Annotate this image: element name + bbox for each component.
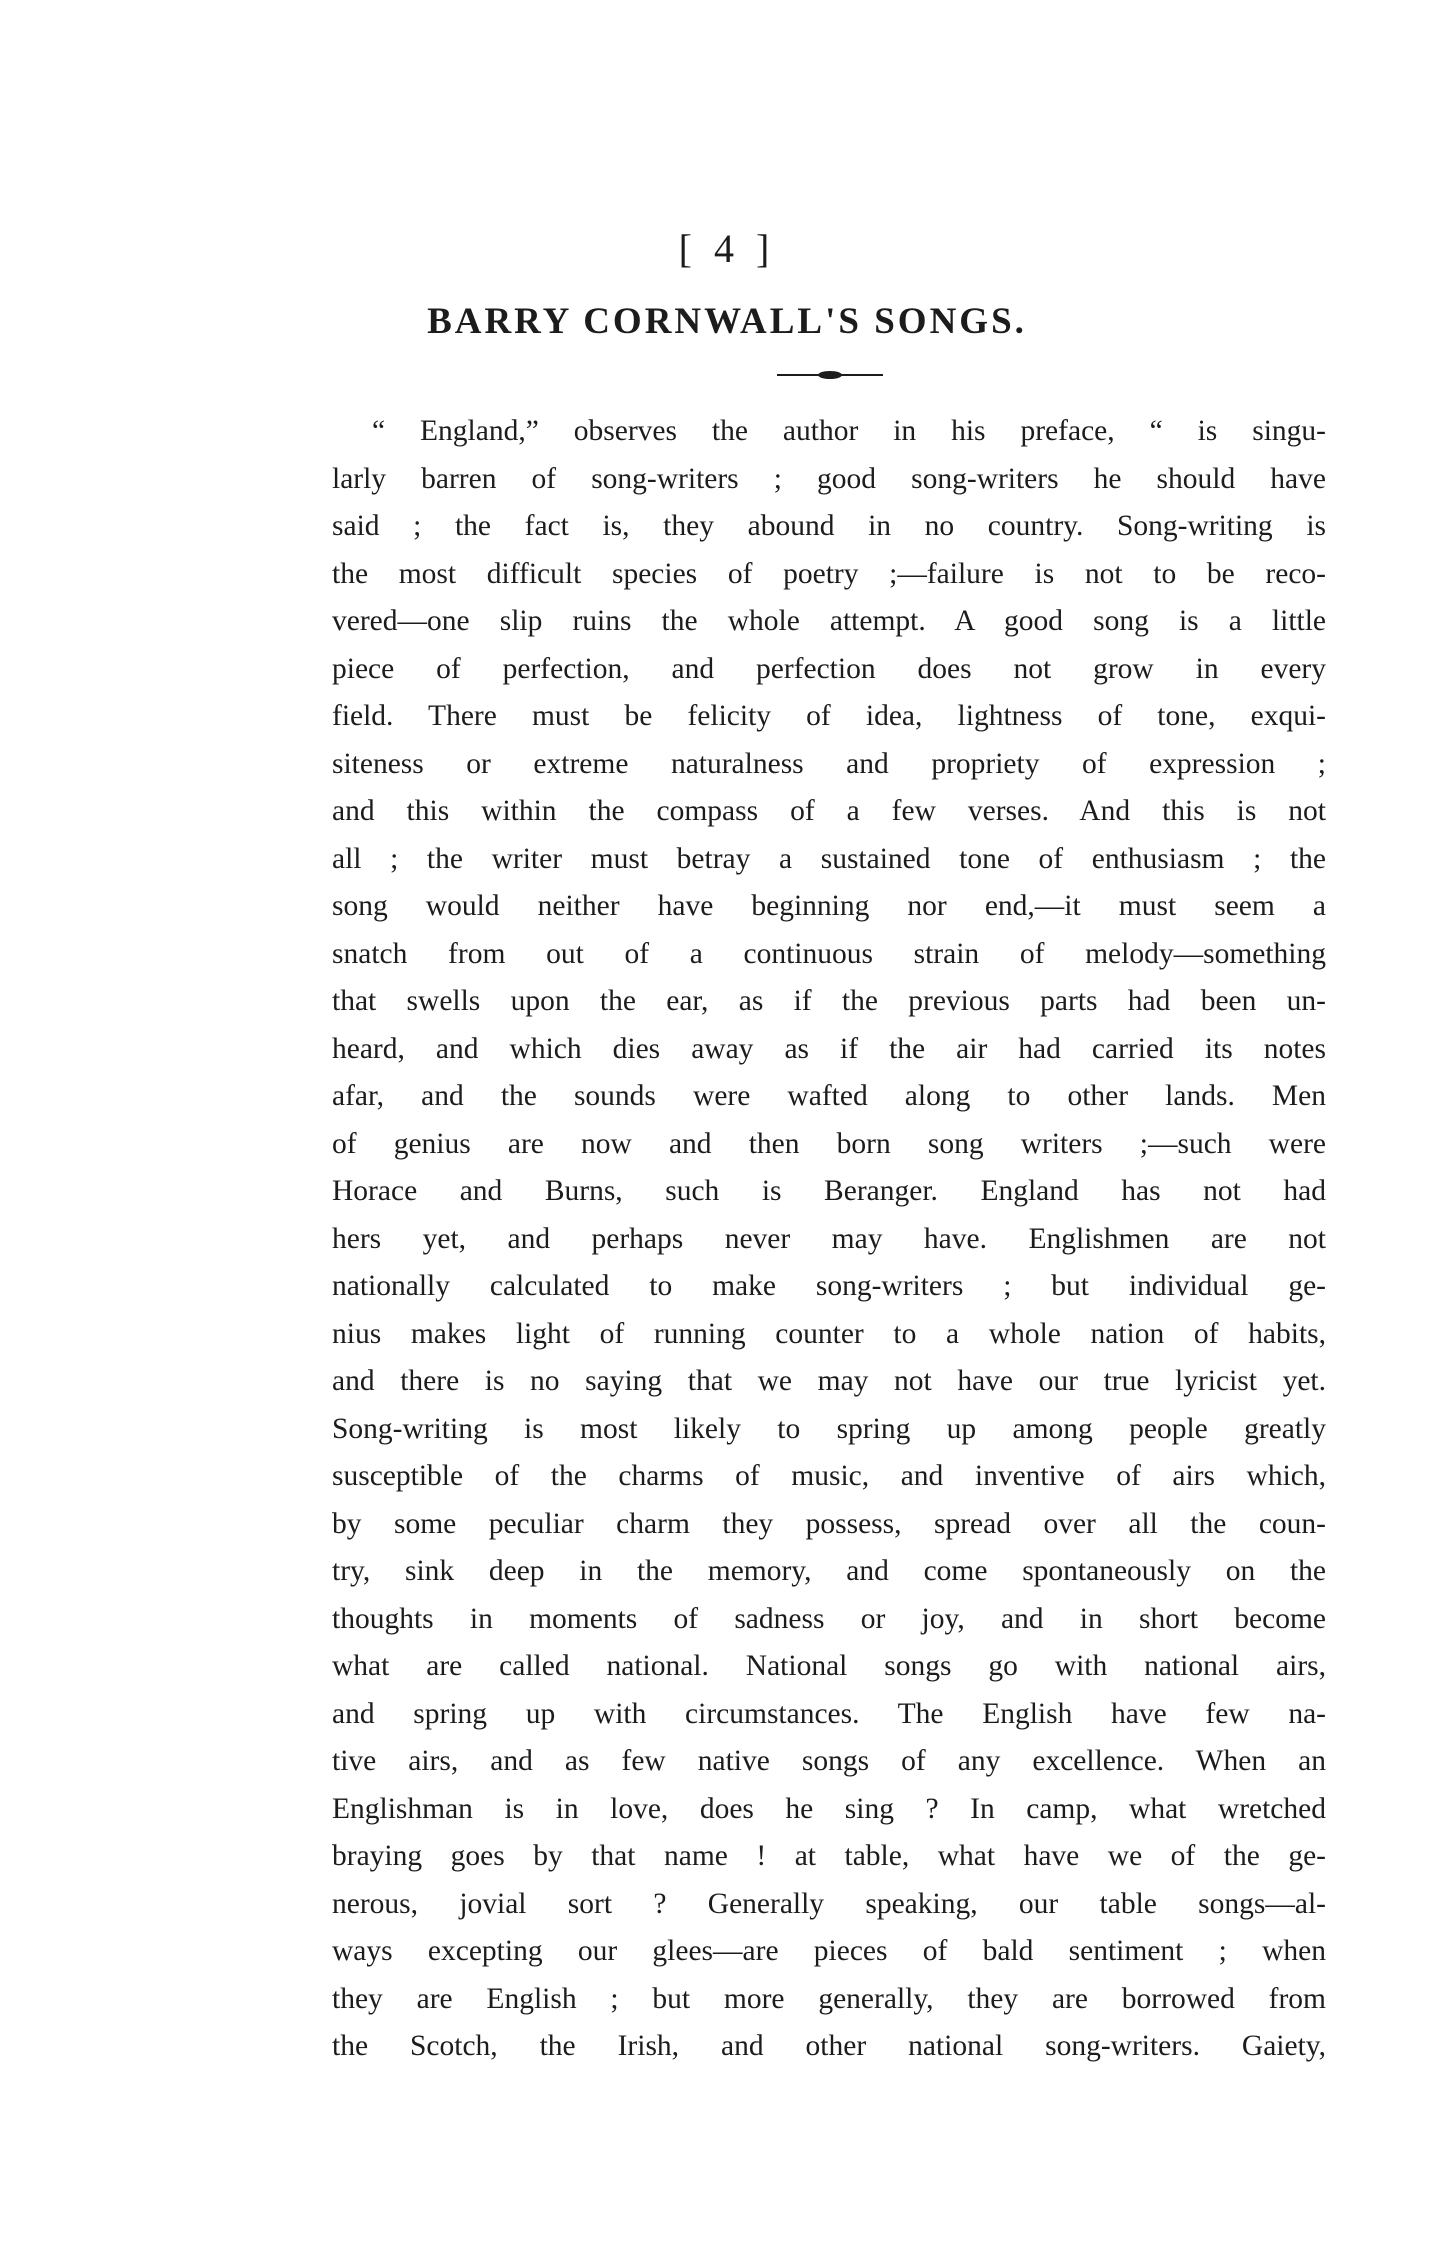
text-line: all ; the writer must betray a sustained tone of enthusiasm ; the: [332, 842, 1326, 875]
text-line: Horace and Burns, such is Beranger. England has not had: [332, 1175, 1326, 1207]
text-line: nationally calculated to make song-writers ; but individual ge-: [332, 1270, 1326, 1302]
text-line: song would neither have beginning nor end,—it must seem a: [332, 890, 1326, 922]
text-line: ways excepting our glees—are pieces of bald sentiment ; when: [332, 1935, 1326, 1967]
text-line: nius makes light of running counter to a whole nation of habits,: [332, 1317, 1326, 1350]
body-text: [332, 408, 1326, 2071]
text-line: nerous, jovial sort ? Generally speaking, our table songs—al-: [332, 1887, 1326, 1920]
text-line: siteness or extreme naturalness and propriety of expression ;: [332, 747, 1326, 780]
text-line: hers yet, and perhaps never may have. Englishmen are not: [332, 1222, 1326, 1255]
text-line: thoughts in moments of sadness or joy, and in short become: [332, 1602, 1326, 1635]
text-line: “ England,” observes the author in his preface, “ is singu-: [372, 415, 1326, 447]
text-line: afar, and the sounds were wafted along to other lands. Men: [332, 1080, 1326, 1112]
text-line: and there is no saying that we may not have our true lyricist yet.: [332, 1365, 1326, 1397]
text-line: the most difficult species of poetry ;—failure is not to be reco-: [332, 557, 1326, 590]
text-line: what are called national. National songs go with national airs,: [332, 1650, 1326, 1682]
text-line: and this within the compass of a few verses. And this is not: [332, 795, 1326, 827]
text-line: Song-writing is most likely to spring up among people greatly: [332, 1412, 1326, 1445]
text-line: they are English ; but more generally, they are borrowed from: [332, 1982, 1326, 2015]
text-line: try, sink deep in the memory, and come spontaneously on the: [332, 1555, 1326, 1587]
text-line: that swells upon the ear, as if the previous parts had been un-: [332, 985, 1326, 1017]
text-line: the Scotch, the Irish, and other national song-writers. Gaiety,: [332, 2030, 1326, 2062]
text-line: vered—one slip ruins the whole attempt. A good song is a little: [332, 605, 1326, 637]
text-line: tive airs, and as few native songs of any excellence. When an: [332, 1745, 1326, 1777]
text-line: susceptible of the charms of music, and inventive of airs which,: [332, 1460, 1326, 1492]
text-line: by some peculiar charm they possess, spread over all the coun-: [332, 1507, 1326, 1540]
text-line: braying goes by that name ! at table, what have we of the ge-: [332, 1840, 1326, 1872]
text-line: of genius are now and then born song writers ;—such were: [332, 1127, 1326, 1160]
text-line: piece of perfection, and perfection does not grow in every: [332, 652, 1326, 685]
page-title: BARRY CORNWALL'S SONGS.: [427, 301, 1027, 342]
text-line: Englishman is in love, does he sing ? In camp, what wretched: [332, 1792, 1326, 1825]
text-line: field. There must be felicity of idea, lightness of tone, exqui-: [332, 700, 1326, 732]
rule-ornament-icon: [775, 370, 885, 380]
text-line: and spring up with circumstances. The English have few na-: [332, 1697, 1326, 1730]
text-line: larly barren of song-writers ; good song-writers he should have: [332, 462, 1326, 495]
page-number: [ 4 ]: [678, 226, 776, 271]
text-line: said ; the fact is, they abound in no country. Song-writing is: [332, 510, 1326, 542]
text-line: snatch from out of a continuous strain of melody—something: [332, 937, 1326, 970]
text-line: heard, and which dies away as if the air had carried its notes: [332, 1032, 1326, 1065]
